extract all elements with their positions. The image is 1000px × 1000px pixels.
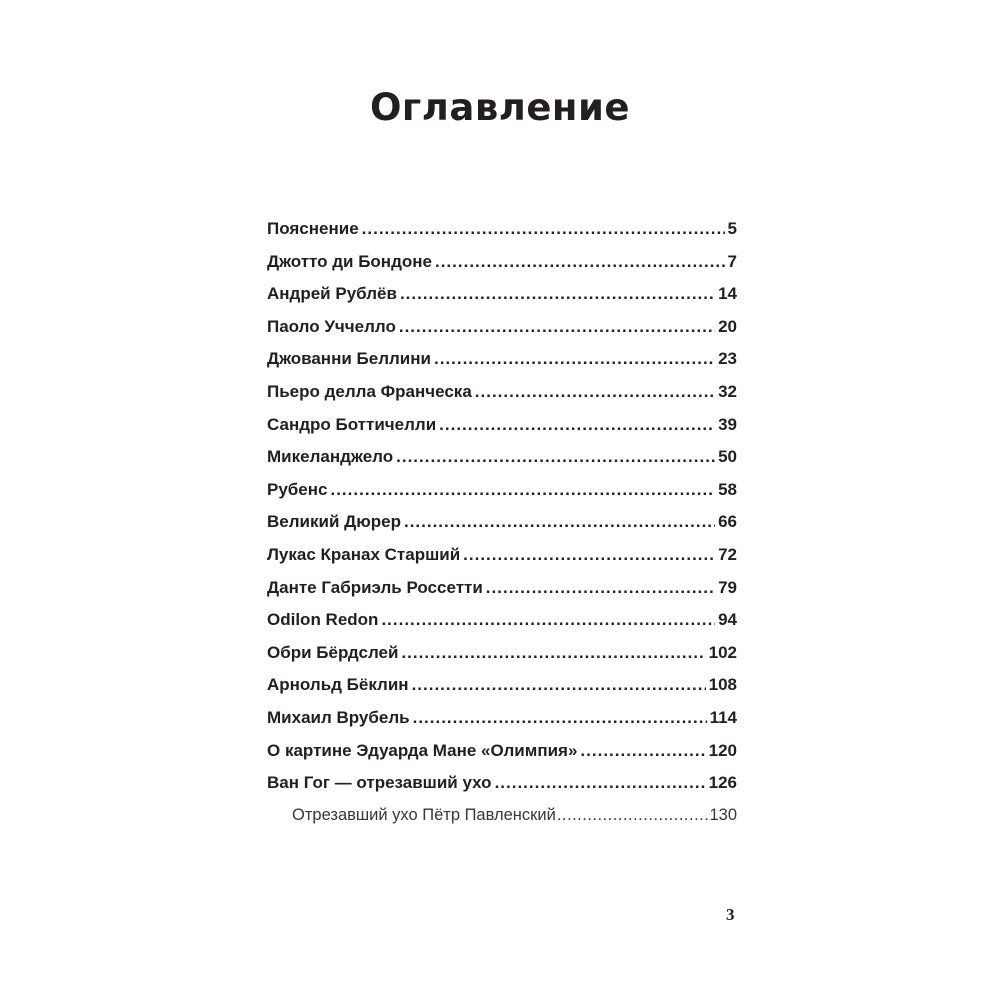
toc-entry-title: Андрей Рублёв xyxy=(267,284,397,304)
toc-entry-page: 102 xyxy=(708,642,737,662)
toc-entry-page: 7 xyxy=(727,251,737,271)
toc-entry xyxy=(267,773,737,806)
toc-entry-title: Отрезавший ухо Пётр Павленский xyxy=(292,805,556,824)
toc-entry-title: Лукас Кранах Старший xyxy=(267,544,461,564)
toc-entry xyxy=(267,219,737,252)
toc-entry xyxy=(267,578,737,611)
toc-entry xyxy=(267,643,737,676)
toc-entry xyxy=(267,447,737,480)
toc-entry-page: 130 xyxy=(709,805,737,824)
toc-entry-page: 32 xyxy=(718,381,737,401)
toc-entry-title: Джованни Беллини xyxy=(267,349,431,369)
toc-entry-title: Пьеро делла Франческа xyxy=(267,381,472,401)
dot-leader xyxy=(404,512,715,532)
toc-entry-page: 120 xyxy=(708,740,737,760)
toc-entry-page: 20 xyxy=(718,316,737,336)
toc-entry-page: 114 xyxy=(709,707,737,727)
toc-entry-title: Великий Дюрер xyxy=(267,512,401,532)
toc-subentry xyxy=(267,806,737,839)
toc-entry-title: О картине Эдуарда Мане «Олимпия» xyxy=(267,740,578,760)
dot-leader xyxy=(400,284,715,304)
toc-entry-page: 126 xyxy=(708,773,737,793)
dot-leader xyxy=(439,415,715,435)
page-title: Оглавление xyxy=(369,86,631,129)
toc-entry xyxy=(267,545,737,578)
dot-leader xyxy=(486,578,715,598)
dot-leader xyxy=(413,708,707,728)
dot-leader xyxy=(330,480,715,500)
dot-leader xyxy=(434,349,715,369)
toc-entry xyxy=(267,382,737,415)
toc-entry xyxy=(267,349,737,382)
toc-entry-title: Джотто ди Бондоне xyxy=(267,251,432,271)
toc-entry-title: Михаил Врубель xyxy=(267,707,410,727)
toc-entry-page: 58 xyxy=(718,479,737,499)
toc-entry-title: Ван Гог — отрезавший ухо xyxy=(267,773,492,793)
toc-entry-title: Паоло Уччелло xyxy=(267,316,396,336)
dot-leader xyxy=(435,252,725,272)
toc-entry-page: 5 xyxy=(727,219,737,238)
toc-entry-page: 23 xyxy=(718,349,737,369)
dot-leader xyxy=(580,741,705,761)
toc-entry-page: 79 xyxy=(718,577,737,597)
toc-entry xyxy=(267,675,737,708)
toc-entry xyxy=(267,317,737,350)
page-number: 3 xyxy=(726,905,735,924)
toc-entry xyxy=(267,284,737,317)
toc-entry-title: Рубенс xyxy=(267,479,328,499)
toc-entry-title: Odilon Redon xyxy=(267,610,379,630)
toc-entry-title: Данте Габриэль Россетти xyxy=(267,577,483,597)
toc-entry-page: 50 xyxy=(718,447,737,467)
toc-entry-title: Микеланджело xyxy=(267,447,394,467)
toc-entry xyxy=(267,610,737,643)
toc-entry-title: Арнольд Бёклин xyxy=(267,675,409,695)
table-of-contents xyxy=(267,219,737,838)
dot-leader xyxy=(401,643,705,663)
toc-entry xyxy=(267,512,737,545)
dot-leader xyxy=(399,317,715,337)
dot-leader xyxy=(495,773,706,793)
toc-entry-page: 94 xyxy=(718,610,737,630)
toc-entry-page: 14 xyxy=(718,284,737,304)
toc-entry-title: Сандро Боттичелли xyxy=(267,414,437,434)
toc-entry-page: 108 xyxy=(708,675,737,695)
dot-leader xyxy=(362,219,725,239)
toc-entry xyxy=(267,708,737,741)
toc-entry xyxy=(267,741,737,774)
dot-leader xyxy=(412,675,706,695)
toc-entry xyxy=(267,415,737,448)
dot-leader xyxy=(557,806,709,825)
dot-leader xyxy=(463,545,715,565)
toc-entry xyxy=(267,252,737,285)
toc-entry-page: 72 xyxy=(718,544,737,564)
dot-leader xyxy=(381,610,715,630)
toc-entry xyxy=(267,480,737,513)
dot-leader xyxy=(396,447,715,467)
toc-entry-page: 66 xyxy=(718,512,737,532)
toc-entry-title: Обри Бёрдслей xyxy=(267,642,399,662)
dot-leader xyxy=(475,382,715,402)
toc-entry-page: 39 xyxy=(718,414,737,434)
toc-entry-title: Пояснение xyxy=(267,219,359,238)
